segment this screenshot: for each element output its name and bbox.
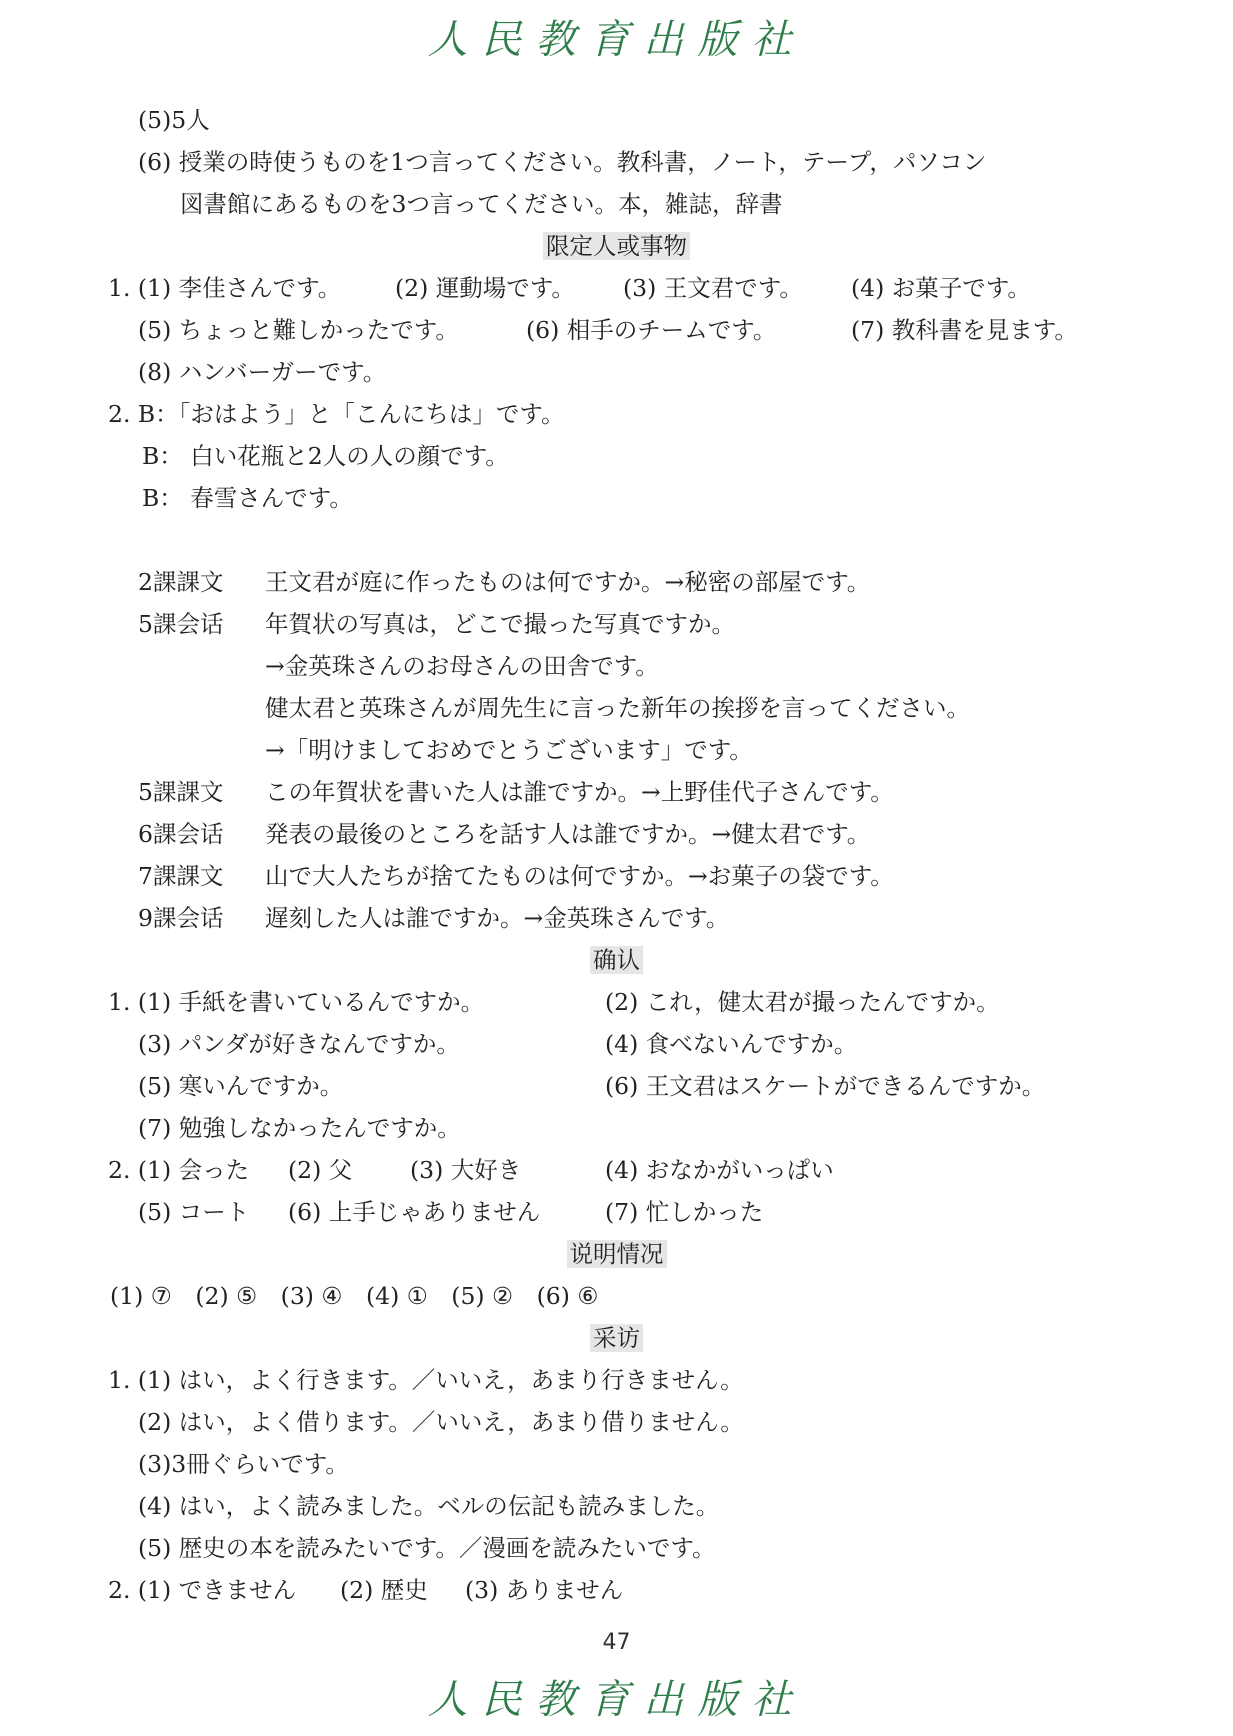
question-text: →「明けましておめでとうございます」です。: [265, 736, 753, 764]
answer-row: [0, 310, 1233, 350]
question-text: 健太君と英珠さんが周先生に言った新年の挨拶を言ってください。: [265, 694, 970, 722]
text-line: 1. (1) はい，よく行きます。／いいえ，あまり行きません。: [108, 1366, 744, 1394]
question-text: 発表の最後のところを話す人は誰ですか。→健太君です。: [265, 820, 871, 848]
answer-item: (3) 大好き: [410, 1156, 522, 1184]
lesson-label: 5課課文: [138, 778, 224, 806]
page-number: 47: [602, 1630, 631, 1655]
answer-row: [0, 1192, 1233, 1232]
question-text: 王文君が庭に作ったものは何ですか。→秘密の部屋です。: [265, 568, 871, 596]
text-question-row: [0, 562, 1233, 602]
section-heading-limit: [0, 226, 1233, 266]
answer-item: (6) 相手のチームです。: [526, 316, 777, 344]
answer-item: (5) ちょっと難しかったです。: [138, 316, 459, 344]
question-text: 山で大人たちが捨てたものは何ですか。→お菓子の袋です。: [265, 862, 894, 890]
text-line: B： 春雪さんです。: [142, 484, 353, 512]
answer-item: (4) お菓子です。: [851, 274, 1031, 302]
answer-item: 1. (1) 李佳さんです。: [108, 274, 342, 302]
answer-item: (2) 歴史: [340, 1576, 428, 1604]
text-line: (2) はい，よく借ります。／いいえ，あまり借りません。: [138, 1408, 744, 1436]
lesson-label: 9課会话: [138, 904, 224, 932]
text-question-row: [0, 772, 1233, 812]
lesson-label: 2課課文: [138, 568, 224, 596]
section-heading-confirm: [0, 940, 1233, 980]
question-text: この年賀状を書いた人は誰ですか。→上野佳代子さんです。: [265, 778, 894, 806]
text-question-row: [0, 898, 1233, 938]
question-text: →金英珠さんのお母さんの田舎です。: [265, 652, 659, 680]
heading-label: 采访: [590, 1324, 643, 1352]
answer-item: (6) 王文君はスケートができるんですか。: [605, 1072, 1046, 1100]
answer-row: [0, 1066, 1233, 1106]
answer-row: [0, 1570, 1233, 1610]
text-question-row: [0, 604, 1233, 644]
answer-row: [0, 1150, 1233, 1190]
text-line: (8) ハンバーガーです。: [138, 358, 387, 386]
text-line: 図書館にあるものを3つ言ってください。本，雑誌，辞書: [180, 190, 783, 218]
answer-row: [0, 268, 1233, 308]
text-question-row: [0, 856, 1233, 896]
text-line: (5)5人: [138, 106, 210, 134]
text-line: (5) 歴史の本を読みたいです。／漫画を読みたいです。: [138, 1534, 716, 1562]
text-line: (6) 授業の時使うものを1つ言ってください。教科書，ノート，テープ，パソコン: [138, 148, 987, 176]
heading-label: 确认: [590, 946, 643, 974]
publisher-logo-top: 人民教育出版社: [427, 17, 806, 63]
answer-item: (6) 上手じゃありません: [288, 1198, 541, 1226]
lesson-label: 6課会话: [138, 820, 224, 848]
answer-item: (5) コート: [138, 1198, 250, 1226]
question-text: 年賀状の写真は，どこで撮った写真ですか。: [265, 610, 735, 638]
answer-row: [0, 1024, 1233, 1064]
answer-item: (3) 王文君です。: [623, 274, 803, 302]
lesson-label: 5課会话: [138, 610, 224, 638]
answer-item: 1. (1) 手紙を書いているんですか。: [108, 988, 485, 1016]
heading-label: 说明情况: [567, 1240, 667, 1268]
answer-item: (3) ありません: [465, 1576, 624, 1604]
lesson-label: 7課課文: [138, 862, 224, 890]
answer-item: (3) パンダが好きなんですか。: [138, 1030, 460, 1058]
section-heading-interview: [0, 1318, 1233, 1358]
answer-item: (2) これ，健太君が撮ったんですか。: [605, 988, 1000, 1016]
answer-row: [0, 982, 1233, 1022]
answer-item: (7) 忙しかった: [605, 1198, 764, 1226]
text-line: B： 白い花瓶と2人の人の顔です。: [142, 442, 509, 470]
text-line: (4) はい，よく読みました。ベルの伝記も読みました。: [138, 1492, 720, 1520]
text-line: (1) ⑦ (2) ⑤ (3) ④ (4) ① (5) ② (6) ⑥: [110, 1282, 599, 1310]
question-text: 遅刻した人は誰ですか。→金英珠さんです。: [265, 904, 730, 932]
answer-item: (7) 教科書を見ます。: [851, 316, 1078, 344]
answer-item: 2. (1) 会った: [108, 1156, 250, 1184]
text-line: (3)3冊ぐらいです。: [138, 1450, 349, 1478]
answer-item: (4) おなかがいっぱい: [605, 1156, 834, 1184]
answer-item: (4) 食べないんですか。: [605, 1030, 858, 1058]
answer-item: (2) 運動場です。: [395, 274, 575, 302]
section-heading-explain: [0, 1234, 1233, 1274]
text-question-row: [0, 814, 1233, 854]
text-line: 2. B：「おはよう」と「こんにちは」です。: [108, 400, 565, 428]
text-line: (7) 勉強しなかったんですか。: [138, 1114, 461, 1142]
publisher-logo-bottom: 人民教育出版社: [427, 1677, 806, 1723]
answer-item: (2) 父: [288, 1156, 353, 1184]
answer-item: 2. (1) できません: [108, 1576, 297, 1604]
answer-item: (5) 寒いんですか。: [138, 1072, 344, 1100]
heading-label: 限定人或事物: [543, 232, 690, 260]
